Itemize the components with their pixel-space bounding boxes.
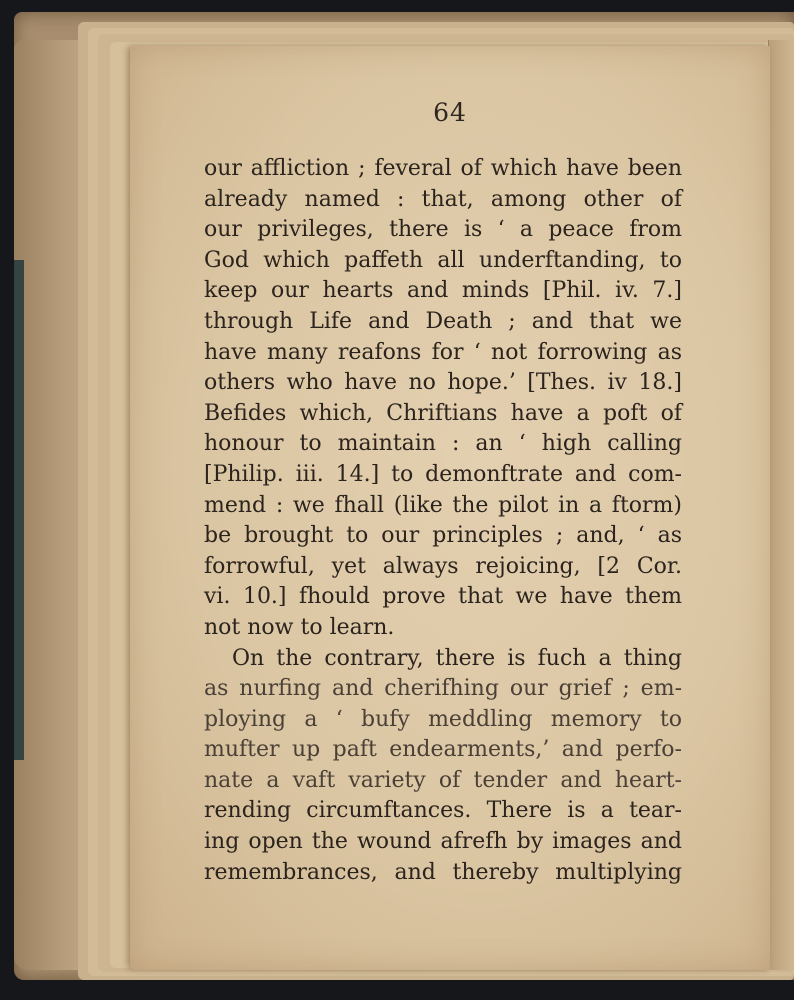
text-line: nate a vaft variety of tender and heart- bbox=[204, 767, 682, 793]
text-line: as nurfing and cherifhing our grief ; em- bbox=[204, 676, 682, 702]
book-page bbox=[130, 46, 770, 970]
text-line: remembrances, and thereby multiplying bbox=[204, 859, 682, 885]
text-line: ing open the wound afrefh by images and bbox=[204, 829, 682, 855]
cover-cloth-strip bbox=[14, 260, 24, 760]
text-line: vi. 10.] fhould prove that we have them bbox=[204, 584, 682, 610]
text-line: through Life and Death ; and that we bbox=[204, 308, 682, 334]
text-line: not now to learn. bbox=[204, 614, 395, 640]
text-line: mufter up paft endearments,’ and perfo- bbox=[204, 737, 682, 763]
text-line: God which paffeth all underftanding, to bbox=[204, 247, 682, 273]
text-line: [Philip. iii. 14.] to demonftrate and com- bbox=[204, 461, 682, 487]
text-line: honour to maintain : an ‘ high calling bbox=[204, 431, 682, 457]
text-line: our affliction ; feveral of which have been bbox=[204, 156, 682, 181]
text-line: have many reafons for ‘ not forrowing as bbox=[204, 339, 682, 365]
text-line: rending circumftances. There is a tear- bbox=[204, 798, 682, 824]
text-line: be brought to our principles ; and, ‘ as bbox=[204, 523, 682, 549]
text-line: forrowful, yet always rejoicing, [2 Cor. bbox=[204, 553, 682, 579]
page-text bbox=[204, 154, 682, 888]
text-line: already named : that, among other of bbox=[204, 186, 682, 212]
page-number: 64 bbox=[433, 98, 467, 127]
text-line: ploying a ‘ bufy meddling memory to bbox=[204, 706, 682, 732]
text-line: others who have no hope.’ [Thes. iv 18.] bbox=[204, 370, 682, 396]
text-line: keep our hearts and minds [Phil. iv. 7.] bbox=[204, 278, 682, 304]
facing-page-edge bbox=[768, 40, 794, 970]
text-line: our privileges, there is ‘ a peace from bbox=[204, 217, 682, 243]
text-line: mend : we fhall (like the pilot in a ftorm) bbox=[204, 492, 682, 518]
text-line: Befides which, Chriftians have a poft of bbox=[204, 400, 682, 426]
paragraph-start-line: On the contrary, there is fuch a thing bbox=[232, 645, 682, 671]
